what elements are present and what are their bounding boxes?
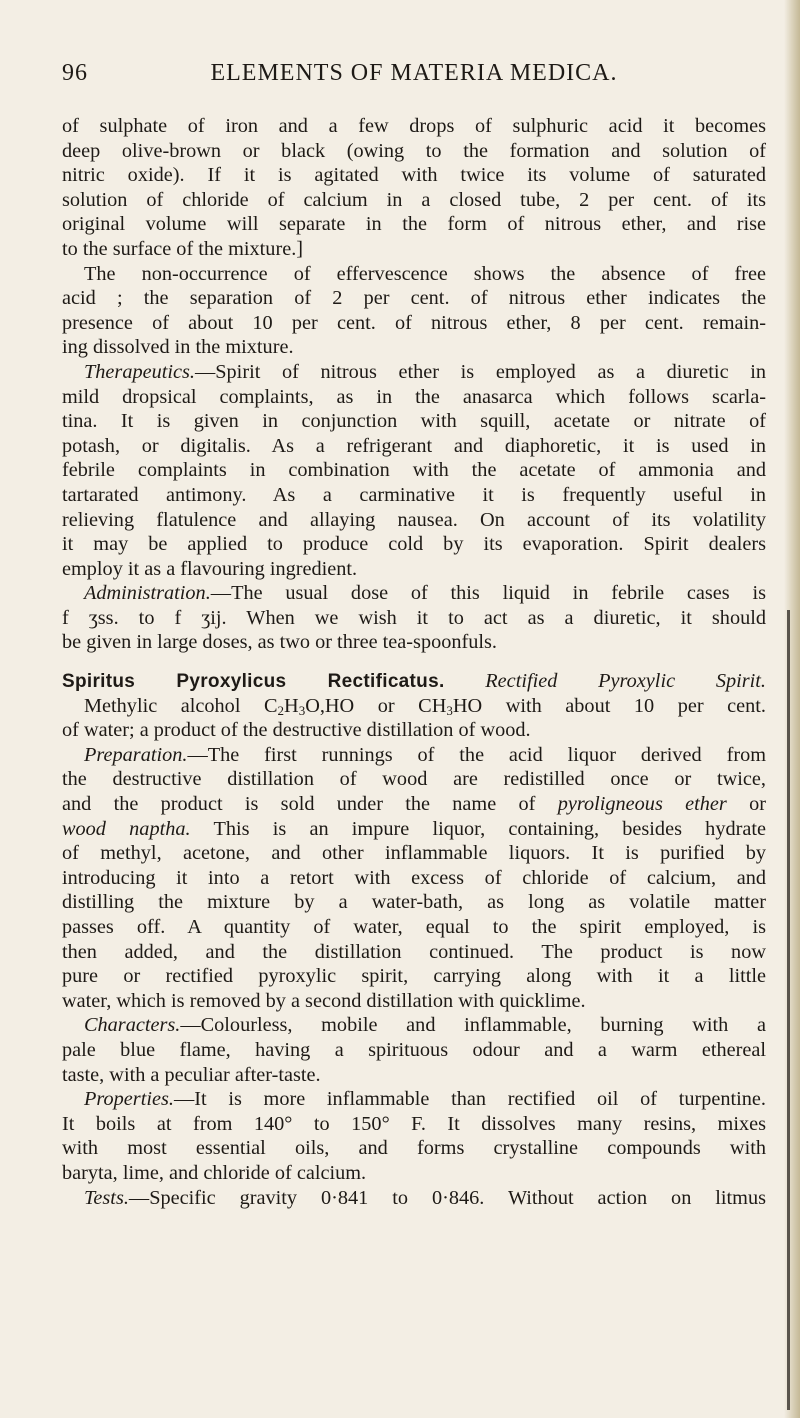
text-line: the destructive distillation of wood are redistilled once or twice, — [62, 768, 766, 791]
section-heading — [62, 669, 766, 694]
text-line: f ʒss. to f ʒij. When we wish it to act as a diuretic, it should — [62, 606, 766, 629]
text-line: febrile complaints in combination with the acetate of ammonia and — [62, 459, 766, 482]
text-line: original volume will separate in the form of nitrous ether, and rise — [62, 213, 766, 236]
preparation-first-line: Preparation.—The first runnings of the acid liquor derived from — [84, 743, 766, 766]
text-line: ing dissolved in the mixture. — [62, 336, 294, 359]
text-line: mild dropsical complaints, as in the anasarca which follows scarla- — [62, 385, 766, 408]
text-line: water, which is removed by a second distillation with quicklime. — [62, 989, 586, 1012]
text-line: introducing it into a retort with excess of chloride of calcium, and — [62, 866, 766, 889]
text-line: presence of about 10 per cent. of nitrous ether, 8 per cent. remain- — [62, 311, 766, 334]
section-english-title: Rectified Pyroxylic Spirit. — [485, 670, 766, 693]
page-number: 96 — [62, 60, 88, 86]
text-line: then added, and the distillation continued. The product is now — [62, 940, 766, 963]
page-edge-line — [787, 610, 790, 1410]
text-line: tina. It is given in conjunction with squill, acetate or nitrate of — [62, 410, 766, 433]
text-line: The non-occurrence of effervescence shows the absence of free — [84, 262, 766, 285]
text-line: of sulphate of iron and a few drops of sulphuric acid it becomes — [62, 115, 766, 137]
characters-label: Characters. — [84, 1014, 181, 1037]
running-head — [62, 60, 766, 90]
text-line: baryta, lime, and chloride of calcium. — [62, 1161, 367, 1184]
text-line: it may be applied to produce cold by its evaporation. Spirit dealers — [62, 533, 766, 556]
text-line: potash, or digitalis. As a refrigerant and diaphoretic, it is used in — [62, 434, 766, 457]
text-line: solution of chloride of calcium in a closed tube, 2 per cent. of its — [62, 188, 766, 211]
body-text — [62, 114, 766, 1210]
text-line: to the surface of the mixture.] — [62, 237, 304, 260]
properties-first-line: Properties.—It is more inflammable than rectified oil of turpentine. — [84, 1088, 766, 1111]
text-line: and the product is sold under the name of pyroligneous ether or — [62, 793, 766, 816]
text-line: distilling the mixture by a water-bath, as long as volatile matter — [62, 891, 766, 914]
properties-label: Properties. — [84, 1088, 174, 1111]
administration-first-line: Administration.—The usual dose of this liquid in febrile cases is — [84, 582, 766, 605]
text-line: relieving flatulence and allaying nausea. On account of its volatility — [62, 508, 766, 531]
text-line: It boils at from 140° to 150° F. It dissolves many resins, mixes — [62, 1112, 766, 1135]
text-line: of methyl, acetone, and other inflammable liquors. It is purified by — [62, 842, 766, 865]
text-line: tartarated antimony. As a carminative it is frequently useful in — [62, 483, 766, 506]
section-latin-title: Spiritus Pyroxylicus Rectificatus. — [62, 671, 445, 693]
text-line: be given in large doses, as two or three tea-spoonfuls. — [62, 631, 497, 654]
text-line: deep olive-brown or black (owing to the formation and solution of — [62, 139, 766, 162]
preparation-label: Preparation. — [84, 743, 188, 766]
administration-label: Administration. — [84, 582, 211, 605]
characters-first-line: Characters.—Colourless, mobile and inflammable, burning with a — [84, 1014, 766, 1037]
text-line: pale blue flame, having a spirituous odour and a warm ethereal — [62, 1038, 766, 1061]
text-line: wood naptha. This is an impure liquor, containing, besides hydrate — [62, 817, 766, 840]
therapeutics-first-line: Therapeutics.—Spirit of nitrous ether is employed as a diuretic in — [84, 360, 766, 383]
tests-label: Tests. — [84, 1186, 129, 1209]
text-line: pure or rectified pyroxylic spirit, carrying along with it a little — [62, 965, 766, 988]
text-line: taste, with a peculiar after-taste. — [62, 1063, 321, 1086]
running-title: ELEMENTS OF MATERIA MEDICA. — [210, 60, 618, 86]
text-line: of water; a product of the destructive distillation of wood. — [62, 719, 531, 742]
tests-first-line: Tests.—Specific gravity 0·841 to 0·846. Without action on litmus — [84, 1186, 766, 1209]
section-gap — [62, 655, 766, 669]
text-line: employ it as a flavouring ingredient. — [62, 557, 358, 580]
text-line: passes off. A quantity of water, equal to the spirit employed, is — [62, 916, 766, 938]
therapeutics-label: Therapeutics. — [84, 360, 195, 383]
text-line: acid ; the separation of 2 per cent. of nitrous ether indicates the — [62, 287, 766, 310]
text-line: with most essential oils, and forms crystalline compounds with — [62, 1137, 766, 1160]
text-line: nitric oxide). If it is agitated with twice its volume of saturated — [62, 164, 766, 187]
formula-line: Methylic alcohol $C_2H_3O,HO$ or $CH_3HO$ with about 10 per cent. — [84, 694, 766, 718]
